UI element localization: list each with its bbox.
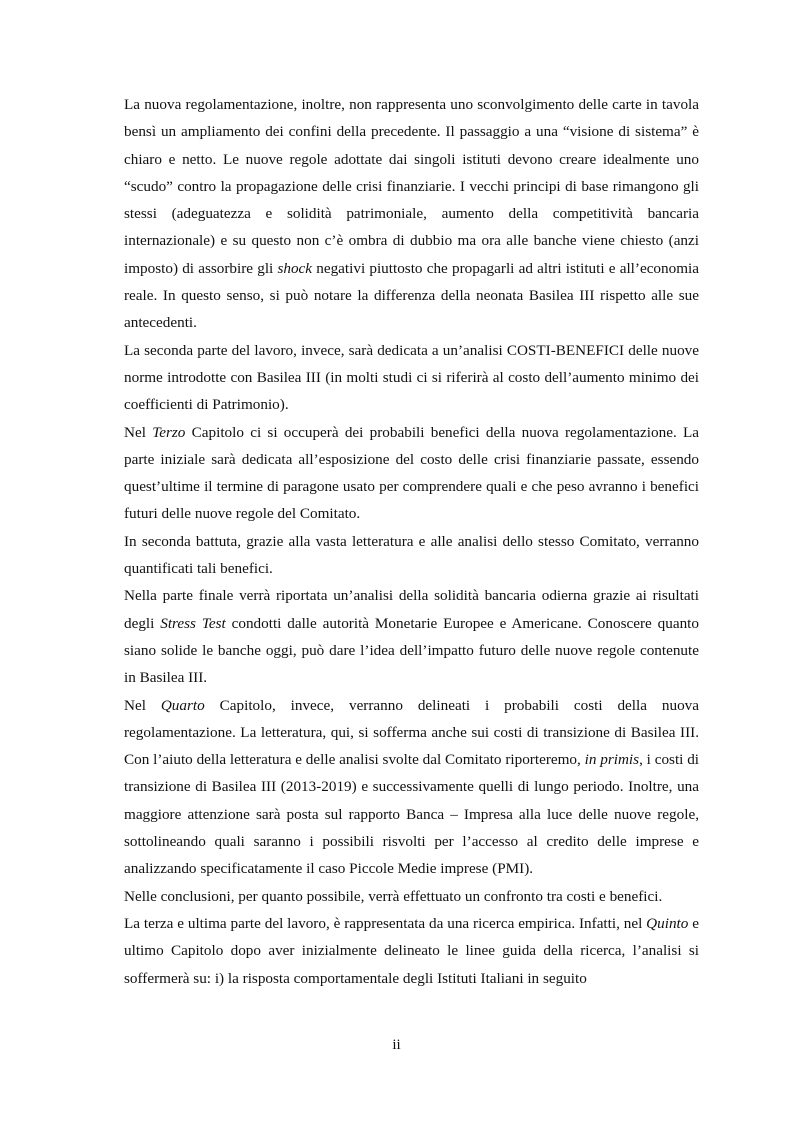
text-run: La nuova regolamentazione, inoltre, non rappresenta uno sconvolgimento delle carte in tavola bensì un ampliamento dei confini della precedente. Il passaggio a una “visione di sistema” è chiaro e netto. Le nuove regole adottate dai singoli istituti devono creare idealmente uno “scudo” contro la propagazione delle crisi finanziarie. I vecchi principi di base rimangono gli stessi (adeguatezza e solidità patrimoniale, aumento della competitività bancaria internazionale) e su questo non c’è ombra di dubbio ma ora alle banche viene chiesto (anzi imposto) di assorbire gli bbox=[124, 96, 699, 277]
text-run: condotti dalle autorità Monetarie Europee e Americane. Conoscere quanto siano solide le banche oggi, può dare l’idea dell’impatto futuro delle nuove regole contenute in Basilea III. bbox=[124, 614, 699, 687]
italic-text: Terzo bbox=[152, 423, 186, 441]
paragraph bbox=[124, 419, 699, 528]
text-run: Capitolo, invece, verranno delineati i probabili costi della nuova regolamentazione. La letteratura, qui, si sofferma anche sui costi di transizione di Basilea III. Con l’aiuto della letteratura e delle analisi svolte dal Comitato riporteremo, bbox=[124, 696, 699, 769]
text-run: Nel bbox=[124, 423, 153, 441]
page-number: ii bbox=[392, 1037, 401, 1053]
italic-text: shock bbox=[277, 259, 313, 277]
paragraph bbox=[124, 528, 699, 583]
text-run: In seconda battuta, grazie alla vasta letteratura e alle analisi dello stesso Comitato, verranno quantificati tali benefici. bbox=[124, 532, 699, 578]
italic-text: Quarto bbox=[160, 696, 205, 714]
text-run: La seconda parte del lavoro, invece, sarà dedicata a un’analisi COSTI-BENEFICI delle nuove norme introdotte con Basilea III (in molti studi ci si riferirà al costo dell’aumento minimo dei coefficienti di Patrimonio). bbox=[124, 341, 699, 414]
paragraph bbox=[124, 692, 699, 883]
text-run: negativi piuttosto che propagarli ad altri istituti e all’economia reale. In questo senso, si può notare la differenza della neonata Basilea III rispetto alle sue antecedenti. bbox=[124, 259, 699, 332]
paragraph bbox=[124, 337, 699, 419]
paragraph bbox=[124, 910, 699, 992]
text-run: La terza e ultima parte del lavoro, è rappresentata da una ricerca empirica. Infatti, nel bbox=[124, 914, 647, 932]
body-text bbox=[124, 91, 699, 992]
paragraph bbox=[124, 91, 699, 337]
paragraph bbox=[124, 582, 699, 691]
text-run: Nelle conclusioni, per quanto possibile, verrà effettuato un confronto tra costi e benefici. bbox=[124, 887, 663, 905]
text-run: Capitolo ci si occuperà dei probabili benefici della nuova regolamentazione. La parte iniziale sarà dedicata all’esposizione del costo delle crisi finanziarie passate, essendo quest’ultime il termine di paragone usato per comprendere quali e che peso avranno i benefici futuri delle nuove regole del Comitato. bbox=[124, 423, 700, 523]
text-run: e ultimo Capitolo dopo aver inizialmente delineato le linee guida della ricerca, l’analisi si soffermerà su: i) la risposta comportamentale degli Istituti Italiani in seguito bbox=[124, 914, 699, 987]
text-run: , i costi di transizione di Basilea III (2013-2019) e successivamente quelli di lungo periodo. Inoltre, una maggiore attenzione sarà posta sul rapporto Banca – Impresa alla luce delle nuove regole, sottolineando quali saranno i possibili risvolti per l’accesso al credito delle imprese e analizzando specificatamente il caso Piccole Medie imprese (PMI). bbox=[124, 751, 700, 878]
italic-text: in primis bbox=[584, 751, 640, 769]
text-run: Nel bbox=[124, 696, 161, 714]
text-run: Nella parte finale verrà riportata un’analisi della solidità bancaria odierna grazie ai risultati degli bbox=[124, 587, 699, 632]
italic-text: Stress Test bbox=[160, 614, 226, 632]
italic-text: Quinto bbox=[646, 914, 689, 932]
paragraph bbox=[124, 883, 699, 910]
